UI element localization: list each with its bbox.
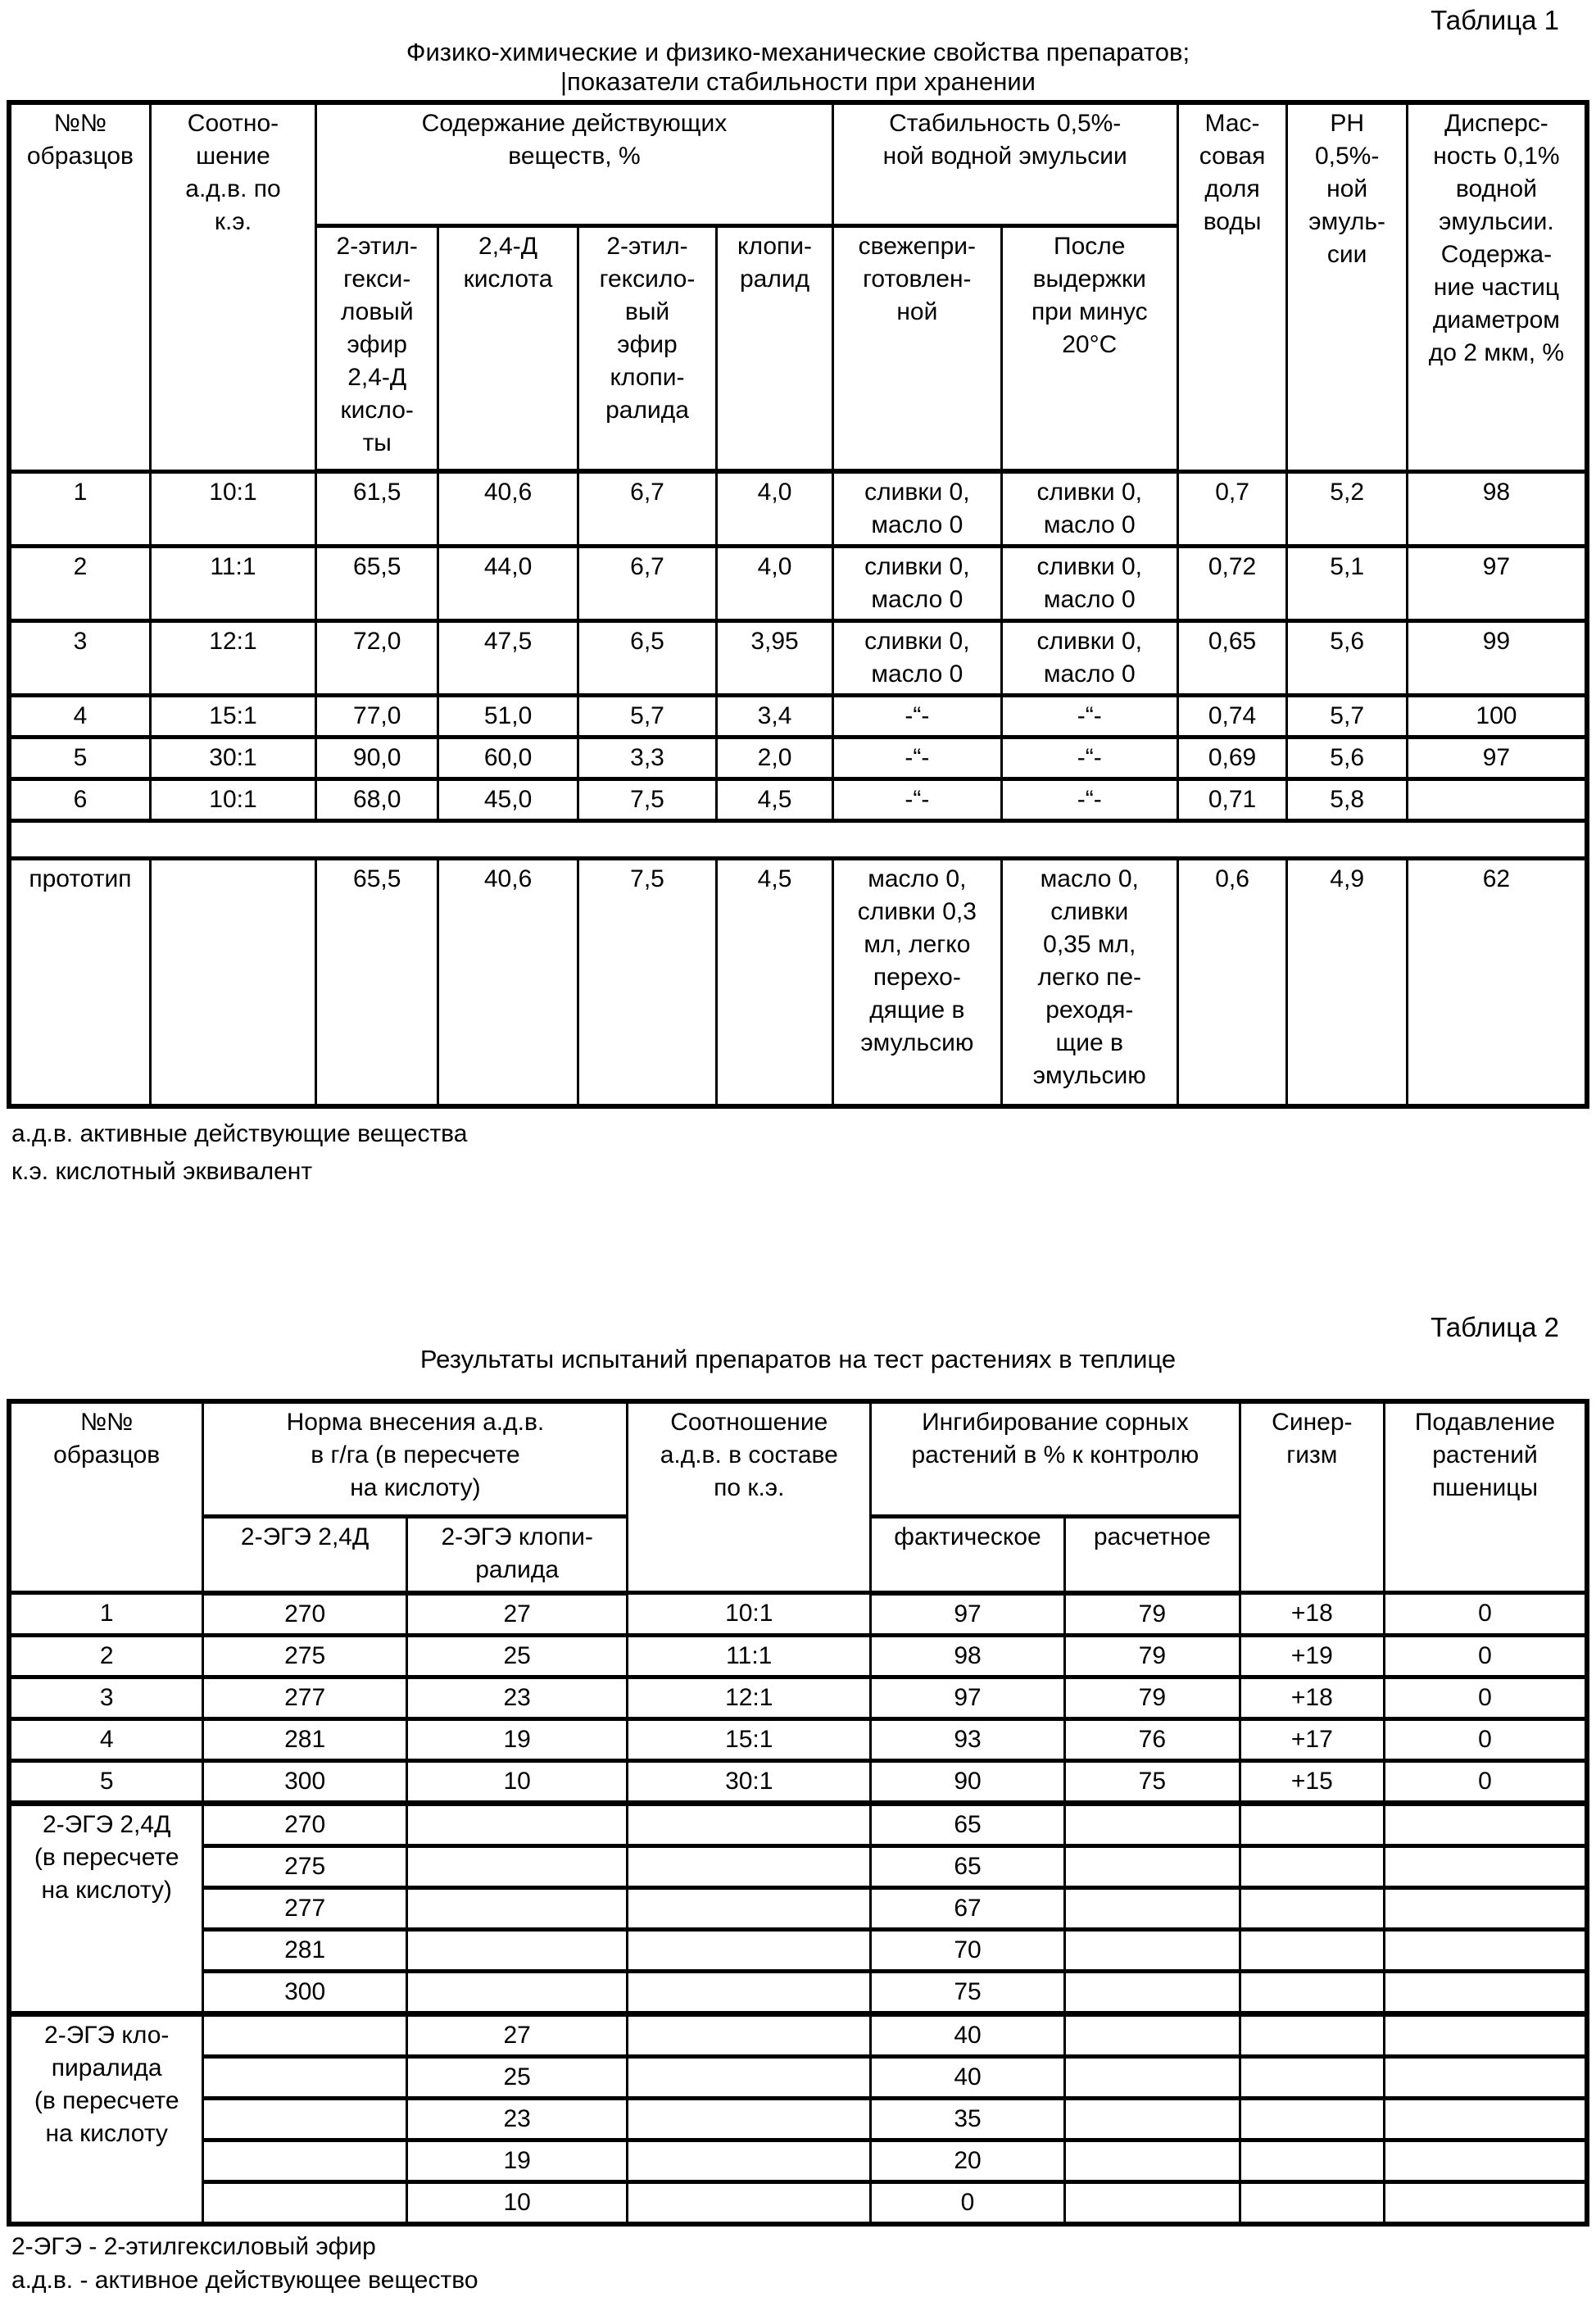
- table1-cell: 0,69: [1177, 738, 1287, 779]
- table2-cell: +19: [1240, 1635, 1384, 1677]
- table2-cell: [628, 1803, 871, 1845]
- table2-cell: [1240, 1929, 1384, 1971]
- table1-title: Физико-химические и физико-механические свойства препаратов; |показатели стабильности при хранении: [406, 38, 1190, 96]
- table1-cell: -“-: [832, 779, 1001, 821]
- table2-cell: [1240, 2013, 1384, 2056]
- table1-cell: сливки 0, масло 0: [832, 547, 1001, 621]
- table2-group-label: 2-ЭГЭ кло- пиралида (в пересчете на кислоту: [9, 2013, 203, 2224]
- table1-footnotes: [11, 1115, 1596, 1191]
- table2-cell: 25: [406, 2056, 628, 2098]
- table2-cell: [1240, 2098, 1384, 2140]
- table2-corner-label: Таблица 2: [1431, 1311, 1559, 1342]
- table2-title: Результаты испытаний препаратов на тест растениях в теплице: [419, 1344, 1177, 1373]
- table1-cell: 98: [1407, 471, 1587, 547]
- table2-cell: 275: [203, 1845, 406, 1887]
- table2-cell: 12:1: [628, 1677, 871, 1718]
- table2-cell: 76: [1064, 1718, 1240, 1760]
- table1-cell: 0,7: [1177, 471, 1287, 547]
- table2-cell: [1064, 1887, 1240, 1929]
- table2-cell: [628, 1845, 871, 1887]
- table2-header-ege-clopyralid: 2-ЭГЭ клопи- ралида: [406, 1517, 628, 1593]
- table1-spacer-row: [9, 821, 1587, 859]
- table1-cell: -“-: [832, 738, 1001, 779]
- table2-cell: [1384, 2140, 1587, 2181]
- table2-header-samples: №№ образцов: [9, 1401, 203, 1593]
- table1-cell: 4,5: [717, 779, 833, 821]
- table1-cell: 61,5: [316, 471, 438, 547]
- table2-cell: [1064, 2140, 1240, 2181]
- table1-data-row: [9, 471, 1587, 547]
- table2-cell: 97: [871, 1593, 1065, 1636]
- table2-cell: 23: [406, 2098, 628, 2140]
- table1-cell: 12:1: [150, 621, 315, 696]
- table2-cell: 11:1: [628, 1635, 871, 1677]
- table2-header-ratio: Соотношение а.д.в. в составе по к.э.: [628, 1401, 871, 1593]
- table1-cell: сливки 0, масло 0: [1001, 471, 1177, 547]
- table2-cell: [1384, 2056, 1587, 2098]
- table2-header: [9, 1401, 1587, 1593]
- table2-header-suppression: Подавление растений пшеницы: [1384, 1401, 1587, 1593]
- table1-cell: 68,0: [316, 779, 438, 821]
- table1-cell: 4,0: [717, 547, 833, 621]
- table2-cell: 27: [406, 1593, 628, 1636]
- table2-cell: 23: [406, 1677, 628, 1718]
- table1-cell: 0,74: [1177, 696, 1287, 738]
- table1-header-ester-clopyralid: 2-этил- гексило- вый эфир клопи- ралида: [578, 225, 716, 471]
- table1-cell: 65,5: [316, 547, 438, 621]
- table2-cell: [628, 2098, 871, 2140]
- table1-cell: 4: [9, 696, 150, 738]
- table1-header-clopyralid: клопи- ралид: [717, 225, 833, 471]
- table2-header-synergy: Синер- гизм: [1240, 1401, 1384, 1593]
- table1-cell: 5: [9, 738, 150, 779]
- table2-cell: +18: [1240, 1677, 1384, 1718]
- table1-cell: -“-: [1001, 738, 1177, 779]
- table1-cell: 2: [9, 547, 150, 621]
- table2-header-actual: фактическое: [871, 1517, 1065, 1593]
- table2-cell: 25: [406, 1635, 628, 1677]
- table2-cell: 2: [9, 1635, 203, 1677]
- table2-cell: 30:1: [628, 1760, 871, 1803]
- table1-cell: 62: [1407, 859, 1587, 1106]
- table2-cell: [203, 2181, 406, 2224]
- table1-cell: масло 0, сливки 0,3 мл, легко перехо- дящие в эмульсию: [832, 859, 1001, 1106]
- table1-cell: сливки 0, масло 0: [1001, 621, 1177, 696]
- table1-header-ester-24d: 2-этил- гекси- ловый эфир 2,4-Д кисло- ты: [316, 225, 438, 471]
- table1-corner-label: Таблица 1: [1431, 5, 1559, 35]
- table1-cell: 5,2: [1287, 471, 1407, 547]
- table2-cell: 0: [1384, 1635, 1587, 1677]
- table2-group-label: 2-ЭГЭ 2,4Д (в пересчете на кислоту): [9, 1803, 203, 2013]
- table1-cell: 5,6: [1287, 621, 1407, 696]
- table1-header-row-1: [9, 102, 1587, 225]
- table1-cell: 47,5: [438, 621, 578, 696]
- table2-cell: [628, 2013, 871, 2056]
- table1-cell: 10:1: [150, 779, 315, 821]
- table2-cell: [406, 1803, 628, 1845]
- table1-cell: сливки 0, масло 0: [1001, 547, 1177, 621]
- table1-data-row: [9, 621, 1587, 696]
- table1-cell: 2,0: [717, 738, 833, 779]
- table1-cell: 3,4: [717, 696, 833, 738]
- table1-header-samples: №№ образцов: [9, 102, 150, 471]
- table2-cell: [1240, 1971, 1384, 2013]
- table2-cell: +17: [1240, 1718, 1384, 1760]
- table1-cell: 77,0: [316, 696, 438, 738]
- table2-cell: 0: [1384, 1718, 1587, 1760]
- table1-cell: -“-: [832, 696, 1001, 738]
- table2-cell: 75: [1064, 1760, 1240, 1803]
- table1-cell: 5,6: [1287, 738, 1407, 779]
- table1-body: [9, 471, 1587, 1106]
- table2-cell: [1064, 1929, 1240, 1971]
- table2-group-row: [9, 1845, 1587, 1887]
- table2-cell: [1384, 2181, 1587, 2224]
- table2-cell: [628, 1971, 871, 2013]
- table2-cell: 35: [871, 2098, 1065, 2140]
- table2-cell: [1064, 1803, 1240, 1845]
- table2-cell: 97: [871, 1677, 1065, 1718]
- table2-group-row: [9, 1887, 1587, 1929]
- table2-cell: 40: [871, 2013, 1065, 2056]
- table1-cell: 100: [1407, 696, 1587, 738]
- table2-cell: 10: [406, 2181, 628, 2224]
- table2-cell: [1064, 1845, 1240, 1887]
- table2-cell: 70: [871, 1929, 1065, 1971]
- table2: [7, 1399, 1589, 2227]
- table2-cell: [1384, 2098, 1587, 2140]
- table1-cell: 4,9: [1287, 859, 1407, 1106]
- table2-cell: [1240, 1803, 1384, 1845]
- table2-cell: [203, 2056, 406, 2098]
- table2-cell: [1240, 1845, 1384, 1887]
- table2-cell: [1064, 2098, 1240, 2140]
- table2-data-row: [9, 1635, 1587, 1677]
- table2-cell: [1240, 2140, 1384, 2181]
- table2-cell: [406, 1929, 628, 1971]
- table2-cell: 0: [1384, 1760, 1587, 1803]
- table1-header-water: Мас- совая доля воды: [1177, 102, 1287, 471]
- table1-cell: 90,0: [316, 738, 438, 779]
- table2-cell: 5: [9, 1760, 203, 1803]
- table1-cell: 4,5: [717, 859, 833, 1106]
- table1-cell: -“-: [1001, 779, 1177, 821]
- table2-group-row: [9, 2056, 1587, 2098]
- table2-data-row: [9, 1718, 1587, 1760]
- table1-data-row: [9, 779, 1587, 821]
- table2-cell: [1384, 1845, 1587, 1887]
- table2-cell: [1384, 1803, 1587, 1845]
- table2-header-norm-group: Норма внесения а.д.в. в г/га (в пересчете на кислоту): [203, 1401, 628, 1517]
- table2-cell: 19: [406, 2140, 628, 2181]
- table2-cell: [1384, 1887, 1587, 1929]
- table2-cell: 270: [203, 1593, 406, 1636]
- table1-cell: 97: [1407, 547, 1587, 621]
- table1-cell: 65,5: [316, 859, 438, 1106]
- table1-cell: 6,7: [578, 547, 716, 621]
- table2-cell: [1240, 1887, 1384, 1929]
- table2-cell: 98: [871, 1635, 1065, 1677]
- table1-cell: 6,7: [578, 471, 716, 547]
- table2-cell: 10: [406, 1760, 628, 1803]
- table1-footnote-adv: а.д.в. активные действующие вещества: [11, 1119, 468, 1147]
- table1-header-content-group: Содержание действующих веществ, %: [316, 102, 833, 225]
- table2-cell: [1064, 2013, 1240, 2056]
- table1-cell: 30:1: [150, 738, 315, 779]
- table2-cell: [203, 2098, 406, 2140]
- table2-cell: 20: [871, 2140, 1065, 2181]
- table1-cell: 40,6: [438, 471, 578, 547]
- table2-cell: 15:1: [628, 1718, 871, 1760]
- table1-cell: 6,5: [578, 621, 716, 696]
- table2-cell: 300: [203, 1760, 406, 1803]
- table1-cell: 5,7: [1287, 696, 1407, 738]
- table2-cell: [628, 2056, 871, 2098]
- table2-cell: 3: [9, 1677, 203, 1718]
- table2-cell: [1064, 1971, 1240, 2013]
- table2-cell: [1384, 2013, 1587, 2056]
- table2-cell: 27: [406, 2013, 628, 2056]
- table2-footnotes: [11, 2230, 1596, 2297]
- table2-cell: [1384, 1929, 1587, 1971]
- table1-data-row: [9, 547, 1587, 621]
- table1-prototype-row: [9, 859, 1587, 1106]
- table2-cell: [1240, 2181, 1384, 2224]
- table1-cell: 0,65: [1177, 621, 1287, 696]
- table1-cell: 0,71: [1177, 779, 1287, 821]
- table2-data-row: [9, 1593, 1587, 1636]
- table2-cell: 65: [871, 1803, 1065, 1845]
- table1-cell: 99: [1407, 621, 1587, 696]
- table1-cell: 0,72: [1177, 547, 1287, 621]
- table1-cell: масло 0, сливки 0,35 мл, легко пе- реходя- щие в эмульсию: [1001, 859, 1177, 1106]
- table1-cell: 40,6: [438, 859, 578, 1106]
- table2-cell: 277: [203, 1677, 406, 1718]
- table1-cell: сливки 0, масло 0: [832, 621, 1001, 696]
- table1-cell: 44,0: [438, 547, 578, 621]
- table1-cell: 3,3: [578, 738, 716, 779]
- table2-cell: +18: [1240, 1593, 1384, 1636]
- table2-group-row: [9, 2098, 1587, 2140]
- table1-header-ph: РН 0,5%- ной эмуль- сии: [1287, 102, 1407, 471]
- table1-cell: 5,7: [578, 696, 716, 738]
- table2-cell: 90: [871, 1760, 1065, 1803]
- table2-data-row: [9, 1760, 1587, 1803]
- table2-cell: 270: [203, 1803, 406, 1845]
- table1-cell: 10:1: [150, 471, 315, 547]
- table2-body: [9, 1593, 1587, 2224]
- table2-cell: [628, 1929, 871, 1971]
- table2-cell: 75: [871, 1971, 1065, 2013]
- table2-cell: [1064, 2181, 1240, 2224]
- table2-group-row: [9, 1971, 1587, 2013]
- table1-cell: 6: [9, 779, 150, 821]
- table2-cell: [628, 2181, 871, 2224]
- table2-footnote-ege: 2-ЭГЭ - 2-этилгексиловый эфир: [11, 2232, 376, 2260]
- table1-cell: 11:1: [150, 547, 315, 621]
- table1-cell: 97: [1407, 738, 1587, 779]
- table2-cell: 281: [203, 1718, 406, 1760]
- table2-cell: [1240, 2056, 1384, 2098]
- table1-cell: 51,0: [438, 696, 578, 738]
- table2-cell: [406, 1887, 628, 1929]
- table2-cell: 67: [871, 1887, 1065, 1929]
- table2-cell: +15: [1240, 1760, 1384, 1803]
- table1-footnote-ke: к.э. кислотный эквивалент: [11, 1157, 313, 1185]
- table1-header-after-exposure: После выдержки при минус 20°С: [1001, 225, 1177, 471]
- table2-cell: [628, 1887, 871, 1929]
- table2-cell: 275: [203, 1635, 406, 1677]
- table2-cell: 281: [203, 1929, 406, 1971]
- table2-cell: [406, 1971, 628, 2013]
- table1-cell: 72,0: [316, 621, 438, 696]
- table2-data-row: [9, 1677, 1587, 1718]
- table1-cell: 7,5: [578, 859, 716, 1106]
- table1-data-row: [9, 696, 1587, 738]
- table2-cell: 79: [1064, 1677, 1240, 1718]
- table1-header-stability-group: Стабильность 0,5%- ной водной эмульсии: [832, 102, 1177, 225]
- table2-cell: [203, 2140, 406, 2181]
- table2-cell: [1384, 1971, 1587, 2013]
- table2-cell: 0: [1384, 1593, 1587, 1636]
- table1-header-acid-24d: 2,4-Д кислота: [438, 225, 578, 471]
- table2-cell: 93: [871, 1718, 1065, 1760]
- table2-group-row: [9, 2140, 1587, 2181]
- table2-header-ege-24d: 2-ЭГЭ 2,4Д: [203, 1517, 406, 1593]
- table1-cell: 5,8: [1287, 779, 1407, 821]
- table2-cell: [1064, 2056, 1240, 2098]
- table1-cell: 7,5: [578, 779, 716, 821]
- table2-cell: 4: [9, 1718, 203, 1760]
- table1-cell: 0,6: [1177, 859, 1287, 1106]
- table1-cell: 5,1: [1287, 547, 1407, 621]
- table1-cell: 3,95: [717, 621, 833, 696]
- table1: [7, 100, 1589, 1109]
- table1-cell: 1: [9, 471, 150, 547]
- table1-data-row: [9, 738, 1587, 779]
- table1-header: [9, 102, 1587, 471]
- table2-header-inhibition-group: Ингибирование сорных растений в % к контролю: [871, 1401, 1240, 1517]
- table2-cell: 19: [406, 1718, 628, 1760]
- table1-cell: 60,0: [438, 738, 578, 779]
- table1-cell: 45,0: [438, 779, 578, 821]
- table2-cell: [203, 2013, 406, 2056]
- table2-group-row: [9, 1803, 1587, 1845]
- table1-cell: прототип: [9, 859, 150, 1106]
- table2-cell: [406, 1845, 628, 1887]
- table2-cell: 79: [1064, 1635, 1240, 1677]
- table2-cell: 65: [871, 1845, 1065, 1887]
- table2-cell: 0: [871, 2181, 1065, 2224]
- table2-cell: 40: [871, 2056, 1065, 2098]
- table1-spacer-cell: [9, 821, 1587, 859]
- table2-cell: 277: [203, 1887, 406, 1929]
- table1-cell: [1407, 779, 1587, 821]
- table1-cell: [150, 859, 315, 1106]
- table1-header-ratio: Соотно- шение а.д.в. по к.э.: [150, 102, 315, 471]
- table2-cell: 10:1: [628, 1593, 871, 1636]
- table1-cell: 3: [9, 621, 150, 696]
- table2-cell: 300: [203, 1971, 406, 2013]
- table1-cell: 15:1: [150, 696, 315, 738]
- table2-cell: [628, 2140, 871, 2181]
- table2-group-row: [9, 2181, 1587, 2224]
- table2-cell: 79: [1064, 1593, 1240, 1636]
- table2-group-row: [9, 1929, 1587, 1971]
- table2-cell: 0: [1384, 1677, 1587, 1718]
- table1-cell: -“-: [1001, 696, 1177, 738]
- table2-footnote-adv: а.д.в. - активное действующее вещество: [11, 2266, 478, 2294]
- table2-header-row-1: [9, 1401, 1587, 1517]
- table1-header-dispersion: Дисперс- ность 0,1% водной эмульсии. Содержа- ние частиц диаметром до 2 мкм, %: [1407, 102, 1587, 471]
- table1-cell: сливки 0, масло 0: [832, 471, 1001, 547]
- table1-header-fresh: свежепри- готовлен- ной: [832, 225, 1001, 471]
- table2-header-calculated: расчетное: [1064, 1517, 1240, 1593]
- table1-cell: 4,0: [717, 471, 833, 547]
- table2-group-row: [9, 2013, 1587, 2056]
- table2-cell: 1: [9, 1593, 203, 1636]
